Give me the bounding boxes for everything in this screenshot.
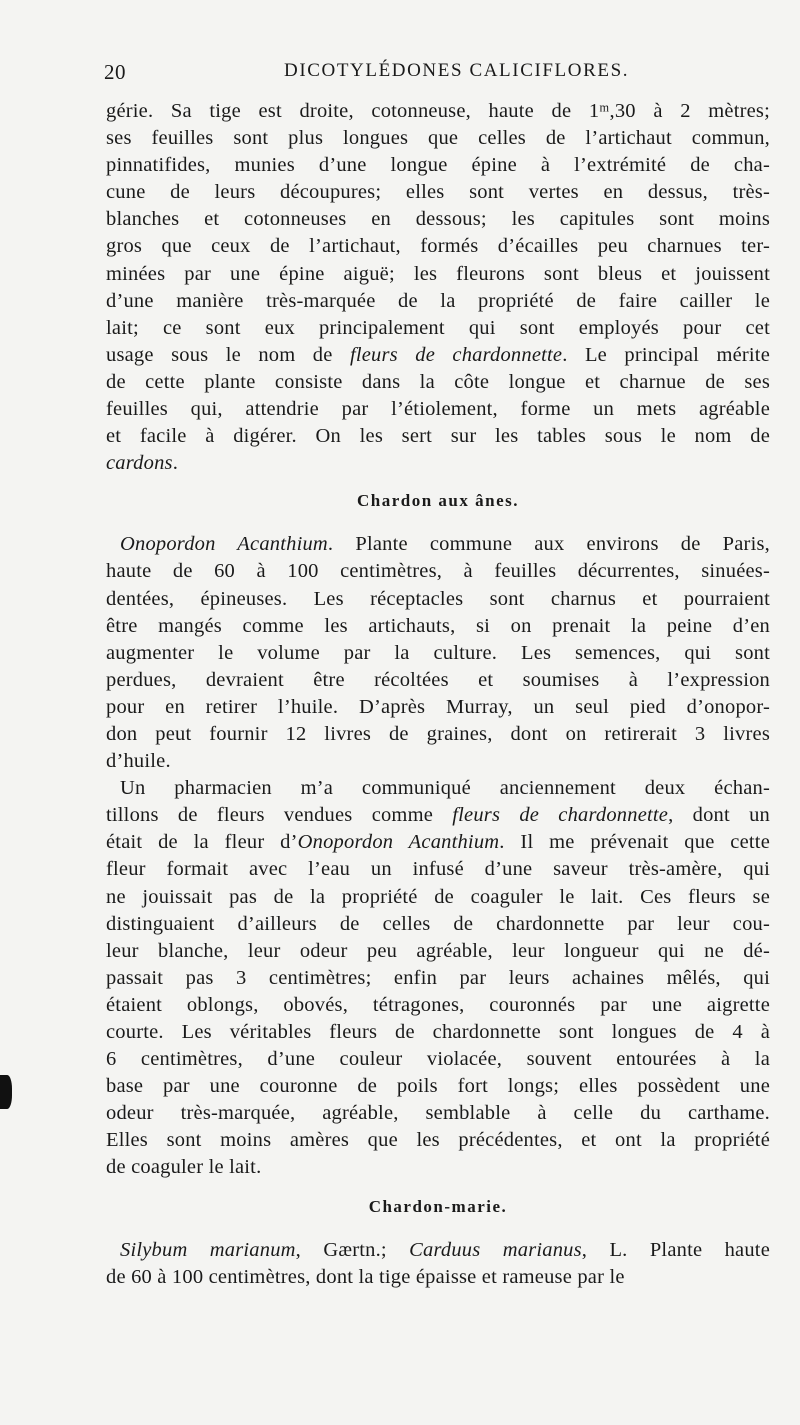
text-line: Elles sont moins amères que les précédentes, et ont la propriété [106,1129,770,1152]
body-text [106,98,770,1291]
text-segment: . Il me prévenait que cette [499,831,770,854]
page-edge-mark [0,1075,12,1109]
text-line: et facile à digérer. On les sert sur les tables sous le nom de [106,425,770,448]
text-line: ses feuilles sont plus longues que celles de l’artichaut commun, [106,127,770,150]
text-line [106,775,770,802]
text-line: cune de leurs découpures; elles sont vertes en dessus, très- [106,181,770,204]
text-line: pinnatifides, munies d’une longue épine à l’extrémité de cha- [106,154,770,177]
italic-term: Onopordon Acanthium [120,533,328,556]
text-line: feuilles qui, attendrie par l’étiolement, forme un mets agréable [106,398,770,421]
italic-term: Silybum marianum [120,1238,296,1261]
italic-term: Onopordon Acanthium [297,831,500,854]
text-line [106,1237,770,1264]
text-line: minées par une épine aiguë; les fleurons sont bleus et jouissent [106,262,770,285]
text-line: lait; ce sont eux principalement qui sont employés pour cet [106,316,770,339]
text-segment: Un pharmacien m’a communiqué anciennement deux échan- [120,777,770,800]
text-segment: usage sous le nom de [106,343,350,366]
text-line [106,829,770,856]
text-line: 6 centimètres, d’une couleur violacée, souvent entourées à la [106,1048,770,1071]
paragraph-cardon [106,98,770,477]
text-line: ne jouissait pas de la propriété de coaguler le lait. Ces fleurs se [106,885,770,908]
text-segment: . Le principal mérite [562,343,771,366]
text-line: gros que ceux de l’artichaut, formés d’écailles peu charnues ter- [106,235,770,258]
italic-term: cardons [106,452,173,475]
text-segment: , Gærtn.; [295,1238,410,1261]
text-line: odeur très-marquée, agréable, semblable à celle du carthame. [106,1102,770,1125]
text-segment: . Plante commune aux environs de Paris, [327,533,770,556]
text-line: être mangés comme les artichauts, si on prenait la peine d’en [106,614,770,637]
text-line: de coaguler le lait. [106,1156,262,1179]
paragraph-onopordon [106,531,770,775]
text-line: fleur formait avec l’eau un infusé d’une saveur très-amère, qui [106,858,770,881]
text-line: d’une manière très-marquée de la propriété de faire cailler le [106,289,770,312]
text-line: perdues, devraient être récoltées et soumises à l’expression [106,668,770,691]
text-line: gérie. Sa tige est droite, cotonneuse, haute de 1ᵐ,30 à 2 mètres; [106,100,770,122]
paragraph-silybum [106,1237,770,1291]
running-head: DICOTYLÉDONES CALICIFLORES. [284,60,630,81]
italic-term: fleurs de chardonnette [349,343,563,366]
italic-term: Carduus marianus [409,1238,582,1261]
text-line: leur blanche, leur odeur peu agréable, leur longueur qui ne dé- [106,939,770,962]
text-segment: . [172,452,179,475]
section-heading-chardon-marie: Chardon-marie. [368,1196,508,1216]
paragraph-pharmacien [106,775,770,1181]
page-number: 20 [104,60,126,84]
text-line: base par une couronne de poils fort longs; elles possèdent une [106,1075,770,1098]
text-line [106,802,770,829]
page-header [104,60,768,88]
text-segment: , dont un [668,804,770,827]
text-line [106,450,770,477]
text-segment: , L. Plante haute [581,1238,770,1261]
italic-term: fleurs de chardonnette [452,804,669,827]
text-line [106,342,770,369]
text-segment: tillons de fleurs vendues comme [106,804,453,827]
text-line: augmenter le volume par la culture. Les semences, qui sont [106,641,770,664]
text-line: dentées, épineuses. Les réceptacles sont charnus et pourraient [106,587,770,610]
text-line: blanches et cotonneuses en dessous; les capitules sont moins [106,208,770,231]
text-line [106,531,770,558]
section-heading-chardon-aux-anes: Chardon aux ânes. [356,491,519,511]
text-line: don peut fournir 12 livres de graines, dont on retirerait 3 livres [106,722,770,745]
text-line: courte. Les véritables fleurs de chardonnette sont longues de 4 à [106,1021,770,1043]
text-line: pour en retirer l’huile. D’après Murray, un seul pied d’onopor- [106,695,770,718]
text-line: étaient oblongs, obovés, tétragones, couronnés par une aigrette [106,993,770,1016]
text-line: distinguaient d’ailleurs de celles de chardonnette par leur cou- [106,912,770,935]
text-line: de 60 à 100 centimètres, dont la tige épaisse et rameuse par le [106,1265,625,1288]
text-line: d’huile. [106,750,171,773]
text-segment: était de la fleur d’ [106,831,298,854]
text-line: haute de 60 à 100 centimètres, à feuilles décurrentes, sinuées- [106,560,770,583]
text-line: de cette plante consiste dans la côte longue et charnue de ses [106,370,770,393]
text-line: passait pas 3 centimètres; enfin par leurs achaines mêlés, qui [106,966,770,989]
